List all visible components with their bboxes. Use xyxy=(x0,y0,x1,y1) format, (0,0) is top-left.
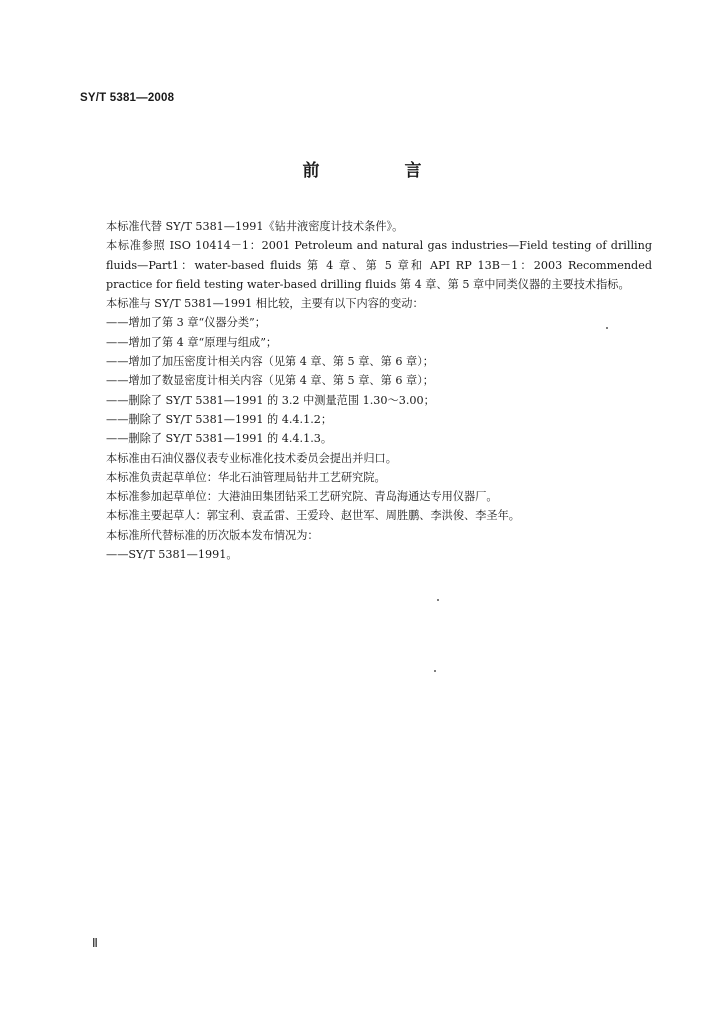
paragraph-lead-drafter: 本标准负责起草单位：华北石油管理局钻井工艺研究院。 xyxy=(106,470,386,484)
paragraph-participating-drafters: 本标准参加起草单位：大港油田集团钻采工艺研究院、青岛海通达专用仪器厂。 xyxy=(106,490,498,504)
list-item: ——SY/T 5381—1991。 xyxy=(106,548,238,562)
paragraph-changes-intro: 本标准与 SY/T 5381—1991 相比较，主要有以下内容的变动： xyxy=(106,297,424,311)
document-code-header: SY/T 5381—2008 xyxy=(80,92,175,104)
page-title: 前 言 xyxy=(302,161,456,181)
list-item: ——增加了第 4 章“原理与组成”； xyxy=(106,335,278,349)
list-item: ——增加了第 3 章“仪器分类”； xyxy=(106,316,266,330)
list-item: ——删除了 SY/T 5381—1991 的 4.4.1.2； xyxy=(106,412,333,426)
page-number: Ⅱ xyxy=(92,936,98,950)
scan-speck xyxy=(437,599,439,601)
paragraph-references: 本标准参照 ISO 10414－1：2001 Petroleum and natural gas industries—Field testing of drilling fluids—Part1：water-based fluids 第 4 章、第 5 章和 API RP 13B－1：2003 Recommended practice for field testing water-based drilling fluids 第 4 章、第 5 章中同类仪器的主要技术指标。 xyxy=(106,239,652,291)
scan-speck xyxy=(606,327,608,329)
paragraph-proposer: 本标准由石油仪器仪表专业标准化技术委员会提出并归口。 xyxy=(106,451,397,465)
list-item: ——增加了加压密度计相关内容（见第 4 章、第 5 章、第 6 章）； xyxy=(106,355,434,369)
paragraph-supersedes: 本标准代替 SY/T 5381—1991《钻井液密度计技术条件》。 xyxy=(106,220,404,233)
list-item: ——删除了 SY/T 5381—1991 的 4.4.1.3。 xyxy=(106,432,333,446)
list-item: ——删除了 SY/T 5381—1991 的 3.2 中测量范围 1.30～3.00； xyxy=(106,393,435,407)
scan-speck xyxy=(434,670,436,672)
paragraph-history-intro: 本标准所代替标准的历次版本发布情况为： xyxy=(106,528,319,542)
paragraph-main-drafters: 本标准主要起草人：郭宝利、袁孟雷、王爱玲、赵世军、周胜鹏、李洪俊、李圣年。 xyxy=(106,509,520,523)
list-item: ——增加了数显密度计相关内容（见第 4 章、第 5 章、第 6 章）； xyxy=(106,374,434,388)
foreword-body xyxy=(84,217,652,564)
